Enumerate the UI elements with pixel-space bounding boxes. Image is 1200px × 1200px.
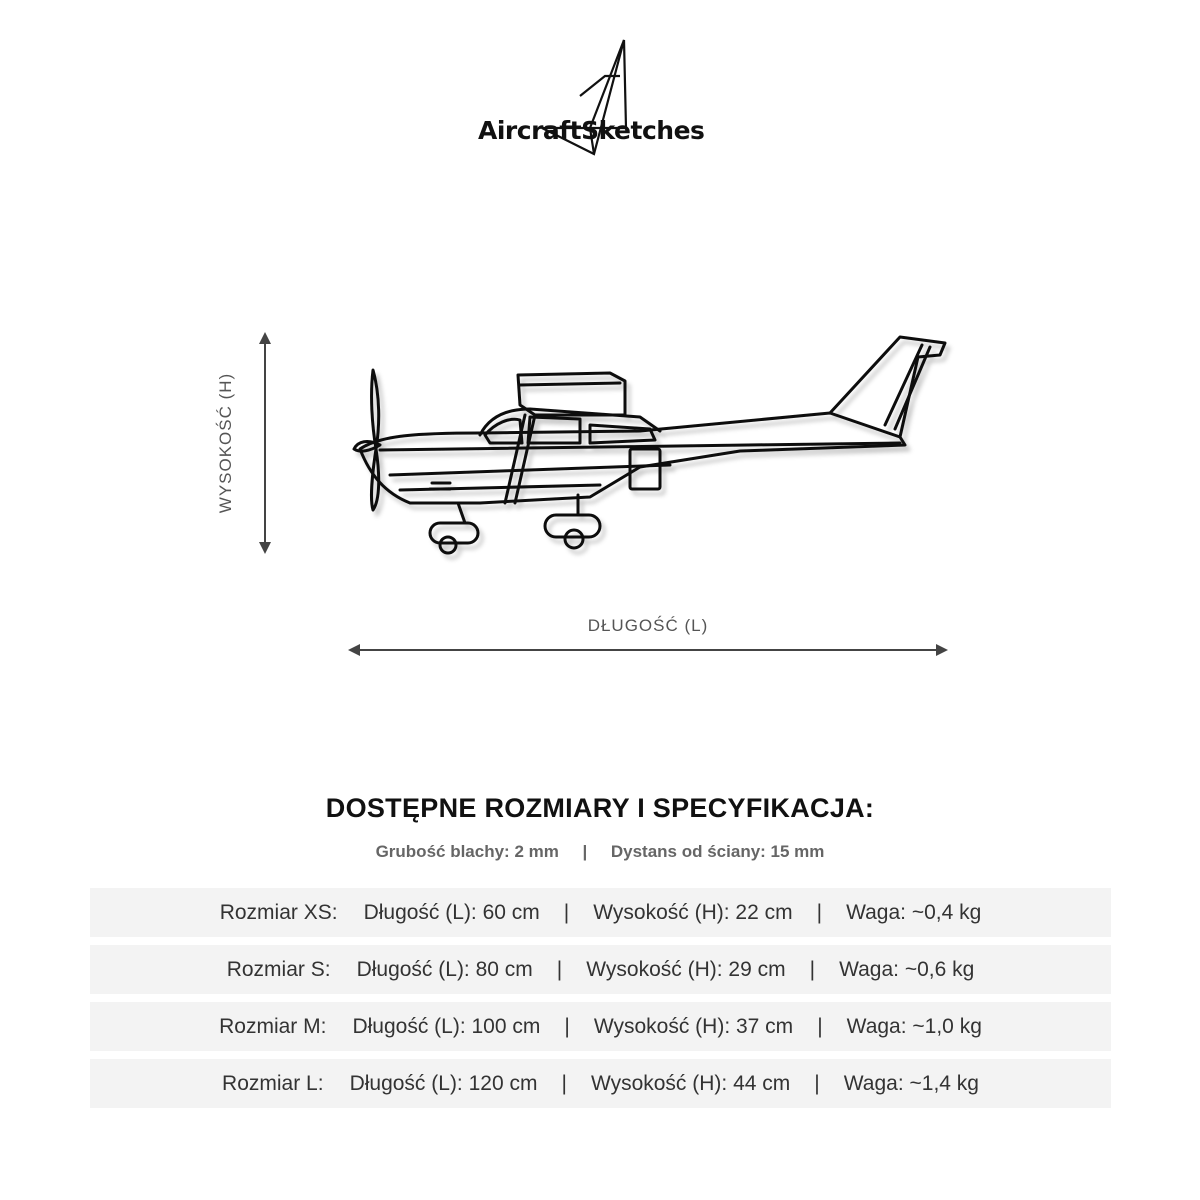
size-name: Rozmiar S: — [226, 957, 331, 981]
separator: | — [564, 1014, 570, 1038]
separator: | — [814, 1071, 820, 1095]
specs-title: DOSTĘPNE ROZMIARY I SPECYFIKACJA: — [325, 793, 875, 823]
specs-separator: | — [582, 842, 588, 861]
cessna-airplane-silhouette-icon — [340, 325, 960, 565]
separator: | — [556, 957, 563, 981]
specs-subtitle — [0, 842, 1200, 862]
size-weight: Waga: ~1,0 kg — [846, 1014, 982, 1038]
size-height: Wysokość (H): 22 cm — [593, 900, 793, 924]
size-row-xs — [90, 888, 1111, 937]
size-name: Rozmiar M: — [219, 1014, 327, 1038]
sizes-table — [90, 888, 1111, 1116]
size-length: Długość (L): 80 cm — [356, 957, 533, 981]
size-name: Rozmiar XS: — [219, 900, 338, 924]
size-height: Wysokość (H): 37 cm — [593, 1014, 794, 1038]
separator: | — [561, 1071, 567, 1095]
size-row-s — [90, 945, 1111, 994]
size-row-m — [90, 1002, 1111, 1051]
sheet-thickness: Grubość blachy: 2 mm — [375, 842, 559, 861]
size-height: Wysokość (H): 44 cm — [590, 1071, 791, 1095]
size-length: Długość (L): 120 cm — [349, 1071, 538, 1095]
separator: | — [817, 1014, 823, 1038]
separator: | — [816, 900, 823, 924]
separator: | — [563, 900, 570, 924]
length-label: DŁUGOŚĆ (L) — [587, 616, 709, 635]
size-weight: Waga: ~0,6 kg — [839, 957, 975, 981]
height-dimension-arrow — [255, 332, 275, 554]
size-name: Rozmiar L: — [222, 1071, 324, 1095]
length-dimension-arrow — [348, 640, 948, 660]
size-height: Wysokość (H): 29 cm — [586, 957, 786, 981]
wall-distance: Dystans od ściany: 15 mm — [610, 842, 825, 861]
size-weight: Waga: ~1,4 kg — [843, 1071, 979, 1095]
size-row-l — [90, 1059, 1111, 1108]
brand-name: AircraftSketches — [478, 116, 705, 145]
height-label: WYSOKOŚĆ (H) — [216, 372, 235, 514]
size-weight: Waga: ~0,4 kg — [846, 900, 982, 924]
brand-logo — [470, 36, 730, 160]
size-length: Długość (L): 60 cm — [363, 900, 540, 924]
size-length: Długość (L): 100 cm — [352, 1014, 541, 1038]
separator: | — [809, 957, 816, 981]
